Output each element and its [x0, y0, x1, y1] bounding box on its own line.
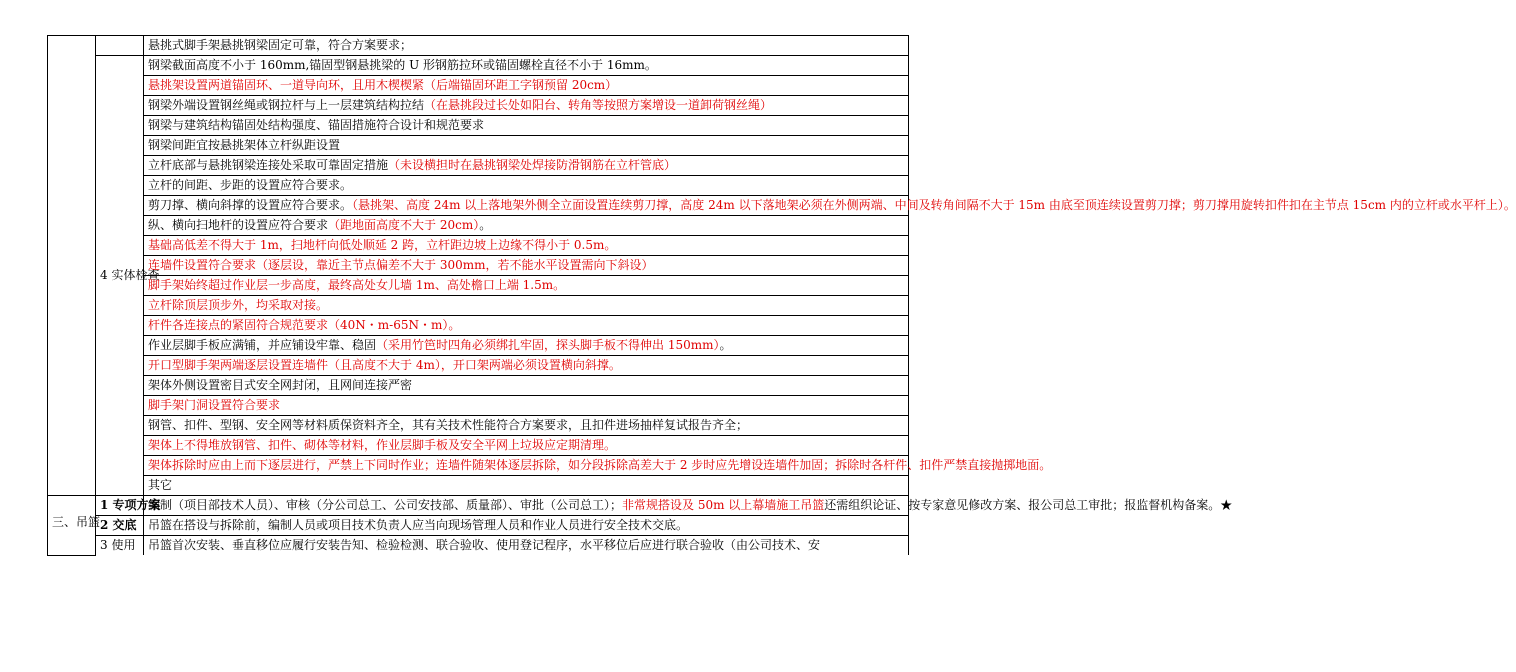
item-cell — [144, 196, 1516, 216]
item-text: 钢梁与建筑结构锚固处结构强度、锚固措施符合设计和规范要求 — [148, 118, 485, 132]
table-row — [48, 236, 909, 256]
table-row — [48, 536, 909, 556]
highlighted-text: 脚手架门洞设置符合要求 — [148, 398, 281, 412]
item-text: 吊篮首次安装、垂直移位应履行安装告知、检验检测、联合验收、使用登记程序，水平移位后应进行联合验收（由公司技术、安 — [148, 538, 821, 552]
item-text: 编制（项目部技术人员）、审核（分公司总工、公司安技部、质量部）、审批（公司总工）； — [148, 498, 623, 512]
table-row — [48, 396, 909, 416]
item-cell — [144, 36, 909, 56]
highlighted-text: （悬挑架、高度 24m 以上落地架外侧全立面设置连续剪刀撑，高度 24m 以下落地架必须在外侧两端、中间及转角间隔不大于 15m 由底至顶连续设置剪刀撑；剪刀撑用旋转扣件扣在主节点 15cm 内的立杆或水平杆上）。 — [352, 198, 1516, 212]
table-row — [48, 56, 909, 76]
category-cell: 三、吊篮 — [48, 496, 96, 556]
table-row — [48, 436, 909, 456]
subcategory-cell: 3 使用 — [96, 536, 144, 556]
item-cell — [144, 116, 909, 136]
item-cell — [144, 316, 909, 336]
item-text: 纵、横向扫地杆的设置应符合要求 — [148, 218, 329, 232]
table-row — [48, 276, 909, 296]
item-text: 还需组织论证、按专家意见修改方案、报公司总工审批；报监督机构备案。★ — [824, 498, 1233, 512]
highlighted-text: 基础高低差不得大于 1m，扫地杆向低处顺延 2 跨，立杆距边坡上边缘不得小于 0.5m。 — [148, 238, 617, 252]
highlighted-text: 立杆除顶层顶步外，均采取对接。 — [148, 298, 329, 312]
highlighted-text: （在悬挑段过长处如阳台、转角等按照方案增设一道卸荷钢丝绳） — [424, 98, 773, 112]
item-text: 作业层脚手板应满铺，并应铺设牢靠、稳固 — [148, 338, 377, 352]
item-cell — [144, 356, 909, 376]
table-row — [48, 36, 909, 56]
item-cell — [144, 236, 909, 256]
subcategory-cell: 4 实体检查 — [96, 56, 144, 496]
item-text: 。 — [719, 338, 732, 352]
table-row — [48, 96, 909, 116]
table-row — [48, 356, 909, 376]
item-cell — [144, 416, 909, 436]
highlighted-text: （未设横担时在悬挑钢梁处焊接防滑钢筋在立杆管底） — [388, 158, 677, 172]
item-cell — [144, 516, 909, 536]
item-text: 钢梁外端设置钢丝绳或钢拉杆与上一层建筑结构拉结 — [148, 98, 425, 112]
subcategory-cell: 1 专项方案 — [96, 496, 144, 516]
table-row — [48, 156, 909, 176]
item-cell — [144, 296, 909, 316]
item-cell — [144, 76, 909, 96]
item-text: 立杆的间距、步距的设置应符合要求。 — [148, 178, 353, 192]
item-cell — [144, 176, 909, 196]
item-text: 钢梁间距宜按悬挑架体立杆纵距设置 — [148, 138, 341, 152]
item-text: 立杆底部与悬挑钢梁连接处采取可靠固定措施 — [148, 158, 389, 172]
table-row — [48, 456, 909, 476]
highlighted-text: （距地面高度不大于 20cm） — [328, 218, 480, 232]
table-row — [48, 336, 909, 356]
item-text: 其它 — [148, 478, 173, 492]
highlighted-text: 架体拆除时应由上而下逐层进行，严禁上下同时作业；连墙件随架体逐层拆除，如分段拆除高差大于 2 步时应先增设连墙件加固；拆除时各杆件、扣件严禁直接抛掷地面。 — [148, 458, 1052, 472]
item-cell — [144, 496, 1233, 516]
item-text: 钢管、扣件、型钢、安全网等材料质保资料齐全，其有关技术性能符合方案要求，且扣件进场抽样复试报告齐全； — [148, 418, 749, 432]
item-cell — [144, 376, 909, 396]
highlighted-text: 杆件各连接点的紧固符合规范要求（40N・m-65N・m）。 — [148, 318, 461, 332]
item-cell — [144, 436, 909, 456]
category-cell — [48, 36, 96, 496]
table-row — [48, 376, 909, 396]
item-text: 剪刀撑、横向斜撑的设置应符合要求。 — [148, 198, 353, 212]
table-row — [48, 256, 909, 276]
item-cell — [144, 476, 909, 496]
table-row — [48, 176, 909, 196]
item-text: 钢梁截面高度不小于 160mm,锚固型钢悬挑梁的 U 形钢筋拉环或锚固螺栓直径不小于 16mm。 — [148, 58, 657, 72]
subcategory-cell: 2 交底 — [96, 516, 144, 536]
item-cell — [144, 136, 909, 156]
table-row — [48, 296, 909, 316]
inspection-table — [47, 35, 1516, 556]
table-row — [48, 116, 909, 136]
highlighted-text: 非常规搭设及 50m 以上幕墙施工吊篮 — [622, 498, 825, 512]
table-row — [48, 316, 909, 336]
highlighted-text: 脚手架始终超过作业层一步高度，最终高处女儿墙 1m、高处檐口上端 1.5m。 — [148, 278, 566, 292]
item-cell — [144, 396, 909, 416]
highlighted-text: 开口型脚手架两端逐层设置连墙件（且高度不大于 4m），开口架两端必须设置横向斜撑。 — [148, 358, 621, 372]
table-row — [48, 416, 909, 436]
table-row — [48, 516, 909, 536]
item-cell — [144, 456, 1052, 476]
item-text: 。 — [479, 218, 492, 232]
table-row — [48, 196, 909, 216]
item-cell — [144, 156, 909, 176]
table-row — [48, 476, 909, 496]
table-row — [48, 216, 909, 236]
item-text: 吊篮在搭设与拆除前，编制人员或项目技术负责人应当向现场管理人员和作业人员进行安全技术交底。 — [148, 518, 689, 532]
item-cell — [144, 96, 909, 116]
item-cell — [144, 256, 909, 276]
highlighted-text: 架体上不得堆放钢管、扣件、砌体等材料，作业层脚手板及安全平网上垃圾应定期清理。 — [148, 438, 617, 452]
table-row — [48, 136, 909, 156]
highlighted-text: 悬挑架设置两道锚固环、一道导向环，且用木楔楔紧（后端锚固环距工字钢预留 20cm） — [148, 78, 618, 92]
item-cell — [144, 216, 909, 236]
subcategory-cell — [96, 36, 144, 56]
table-row — [48, 76, 909, 96]
item-text: 悬挑式脚手架悬挑钢梁固定可靠，符合方案要求； — [148, 38, 413, 52]
highlighted-text: 连墙件设置符合要求（逐层设，靠近主节点偏差不大于 300mm，若不能水平设置需向下斜设） — [148, 258, 654, 272]
item-text: 架体外侧设置密目式安全网封闭，且网间连接严密 — [148, 378, 413, 392]
item-cell — [144, 336, 909, 356]
item-cell — [144, 276, 909, 296]
item-cell — [144, 56, 909, 76]
item-cell — [144, 536, 909, 556]
highlighted-text: （采用竹笆时四角必须绑扎牢固，探头脚手板不得伸出 150mm） — [376, 338, 720, 352]
table-row — [48, 496, 909, 516]
